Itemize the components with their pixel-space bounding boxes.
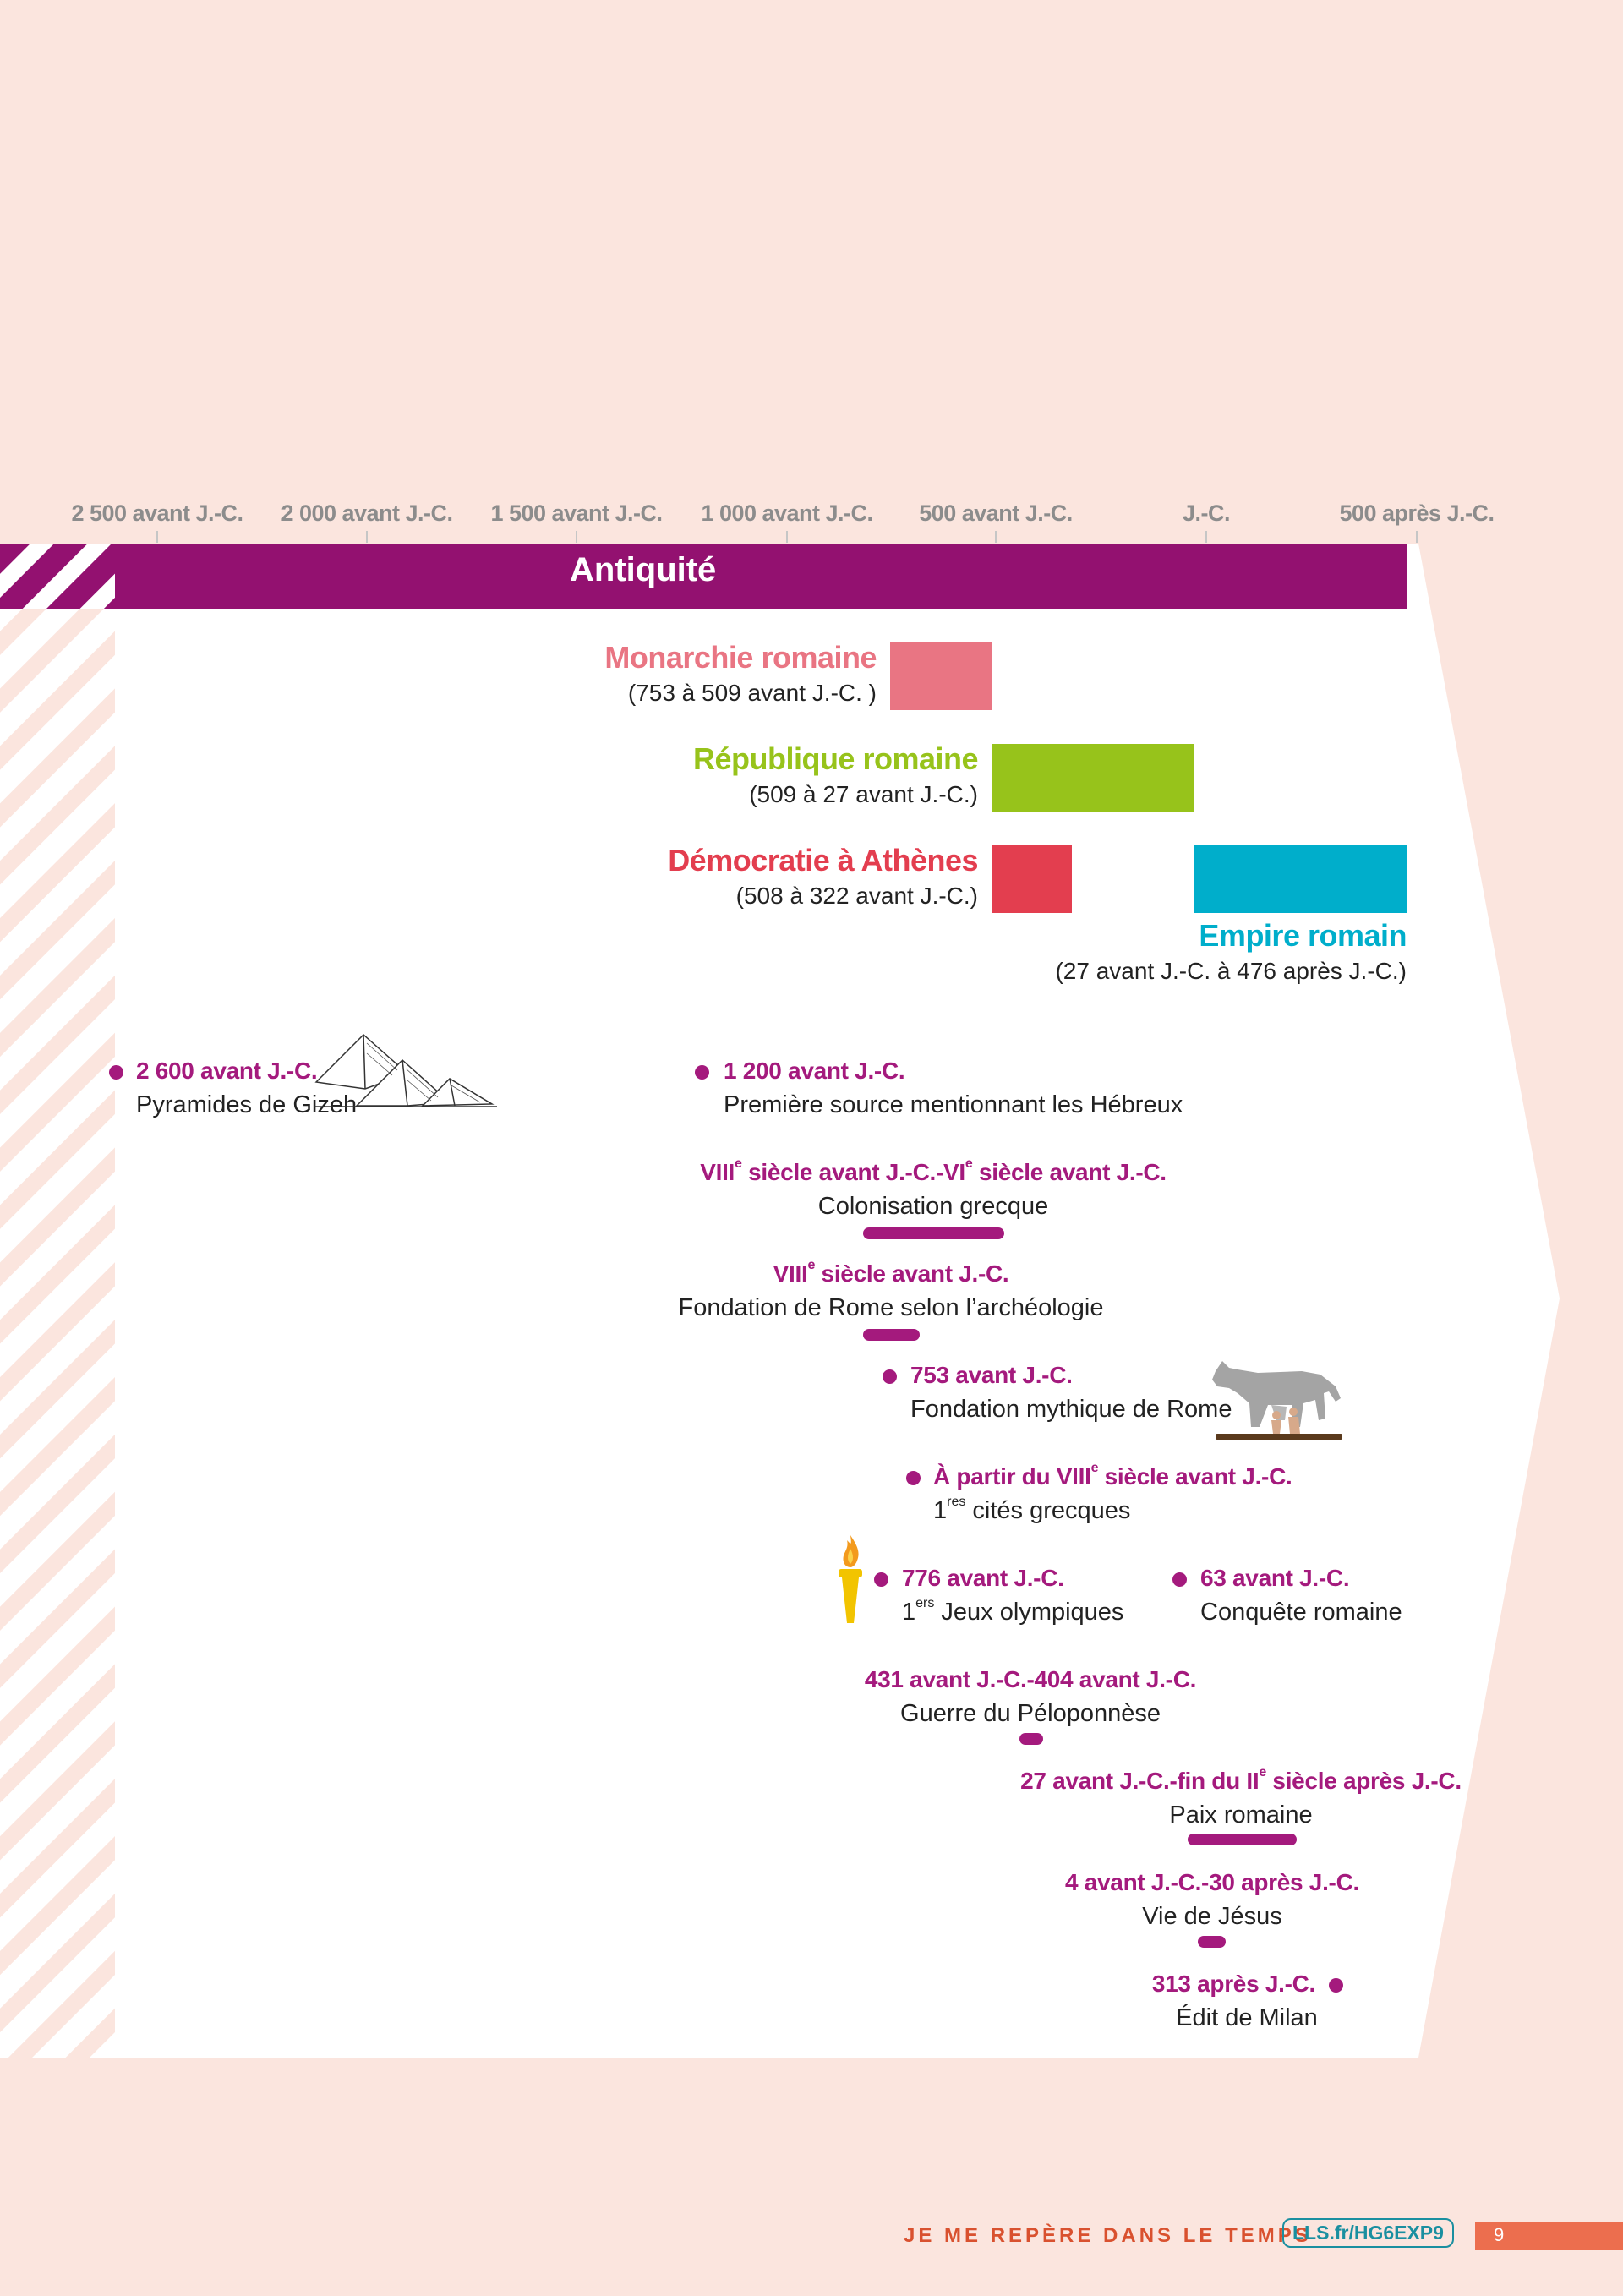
tick-label: 2 500 avant J.-C. [71,500,243,526]
event-dot [906,1471,921,1485]
tick-mark [156,531,158,543]
cites-date: À partir du VIIIe siècle avant J.-C. [933,1461,1292,1490]
republique-bar [992,744,1194,812]
peloponnese-name: Guerre du Péloponnèse [900,1700,1161,1727]
torch-icon [833,1533,867,1626]
peloponnese-date: 431 avant J.-C.-404 avant J.-C. [864,1666,1197,1692]
rome-mythe-name: Fondation mythique de Rome [910,1396,1232,1423]
era-title: Antiquité [570,551,717,588]
jesus-span [1198,1936,1226,1948]
paix-name: Paix romaine [1169,1801,1313,1829]
tick-label: 500 avant J.-C. [919,500,1073,526]
jesus-name: Vie de Jésus [1142,1903,1282,1930]
tick-mark [1205,531,1207,543]
paix-date: 27 avant J.-C.-fin du IIe siècle après J.-C. [1020,1765,1462,1794]
democratie-dates: (508 à 322 avant J.-C.) [735,883,978,909]
cites-name: 1res cités grecques [933,1495,1131,1524]
gizeh-date: 2 600 avant J.-C. [136,1058,318,1084]
tick-mark [995,531,997,543]
page-number: 9 [1494,2224,1505,2245]
hebreux-name: Première source mentionnant les Hébreux [724,1091,1183,1118]
colonisation-span [863,1227,1004,1239]
page-number-box [1475,2222,1623,2250]
peloponnese-span [1019,1733,1043,1745]
empire-title: Empire romain [1199,918,1407,953]
milan-date: 313 après J.-C. [1151,1971,1315,1997]
rome-archeo-span [863,1329,920,1341]
event-dot [1329,1978,1343,1993]
conquete-name: Conquête romaine [1200,1599,1402,1626]
rome-mythe-date: 753 avant J.-C. [910,1362,1073,1388]
tick-label: J.-C. [1182,500,1231,526]
monarchie-bar [890,642,992,710]
tick-mark [366,531,368,543]
tick-label: 2 000 avant J.-C. [281,500,453,526]
event-dot [874,1572,888,1587]
republique-title: République romaine [692,741,978,776]
event-dot [1172,1572,1187,1587]
monarchie-dates: (753 à 509 avant J.-C. ) [627,680,877,706]
gizeh-name: Pyramides de Gizeh [136,1091,358,1118]
jeux-date: 776 avant J.-C. [902,1565,1064,1591]
democratie-bar [992,845,1072,913]
colonisation-date: VIIIe siècle avant J.-C.-VIe siècle avant J.-C. [700,1156,1167,1185]
jeux-name: 1ers Jeux olympiques [902,1596,1124,1626]
democratie-title: Démocratie à Athènes [668,843,978,877]
era-bar [115,544,1407,609]
tick-mark [1416,531,1418,543]
footer-link[interactable]: LLS.fr/HG6EXP9 [1282,2218,1454,2248]
empire-bar [1194,845,1407,913]
she-wolf-icon [1209,1353,1348,1446]
monarchie-title: Monarchie romaine [604,640,877,675]
empire-dates: (27 avant J.-C. à 476 après J.-C.) [1055,958,1407,984]
footer-title: JE ME REPÈRE DANS LE TEMPS [904,2224,1312,2247]
milan-name: Édit de Milan [1176,2004,1318,2031]
event-dot [883,1369,897,1384]
republique-dates: (509 à 27 avant J.-C.) [749,781,978,807]
colonisation-name: Colonisation grecque [817,1193,1049,1220]
jesus-date: 4 avant J.-C.-30 après J.-C. [1065,1869,1359,1895]
rome-archeo-name: Fondation de Rome selon l’archéologie [678,1294,1104,1321]
event-dot [109,1065,123,1080]
paix-span [1188,1834,1297,1845]
tick-mark [786,531,788,543]
tick-label: 500 après J.-C. [1339,500,1495,526]
tick-label: 1 500 avant J.-C. [490,500,663,526]
pyramids-icon [314,1031,499,1107]
event-dot [695,1065,709,1080]
tick-label: 1 000 avant J.-C. [701,500,873,526]
rome-archeo-date: VIIIe siècle avant J.-C. [773,1258,1009,1287]
hebreux-date: 1 200 avant J.-C. [724,1058,905,1084]
tick-mark [576,531,577,543]
conquete-date: 63 avant J.-C. [1200,1565,1350,1591]
